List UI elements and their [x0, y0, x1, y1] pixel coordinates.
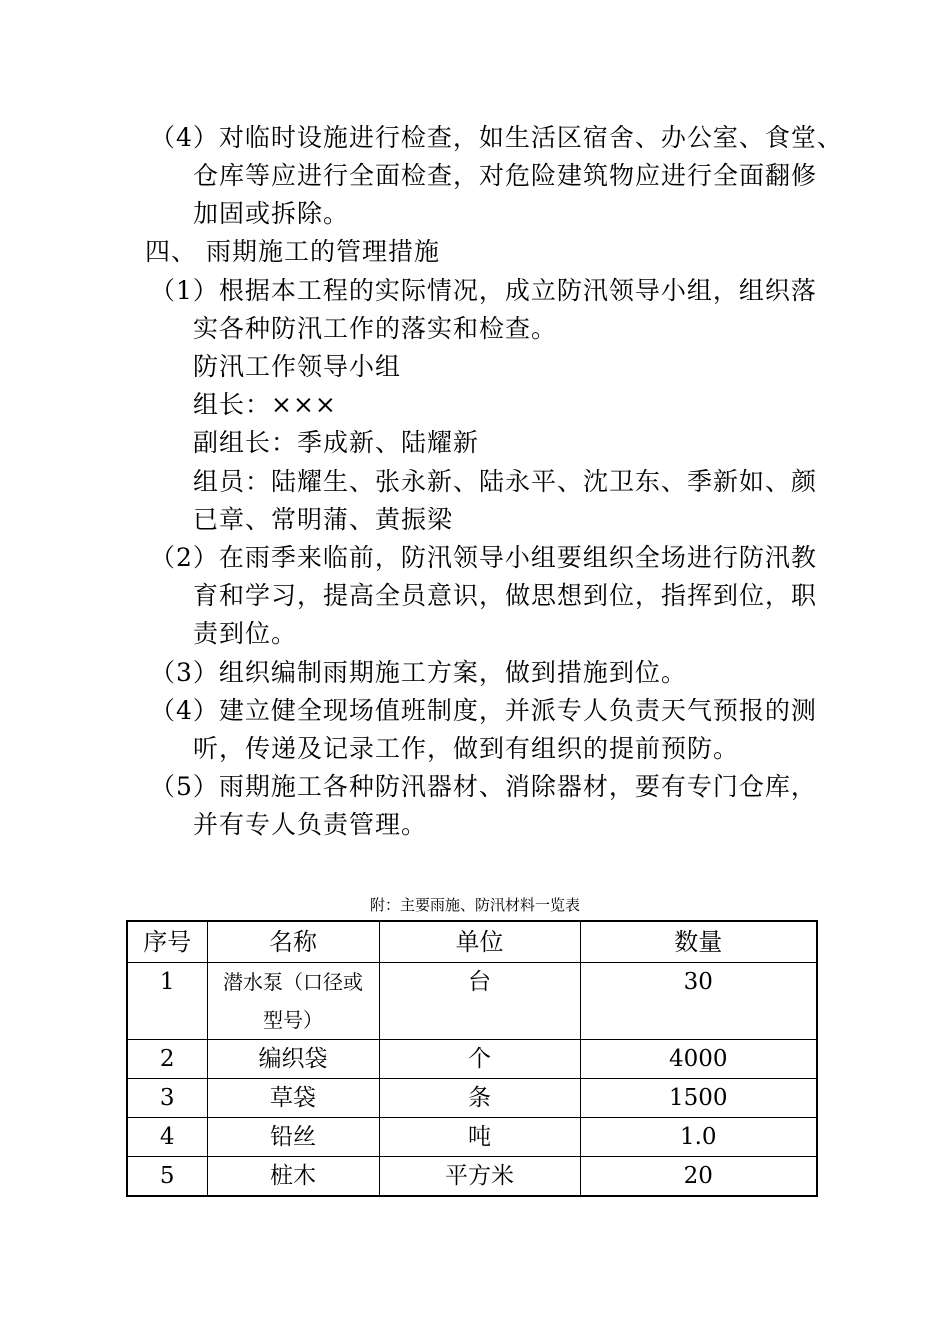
- cell-name: 草袋: [207, 1079, 379, 1118]
- cell-quantity: 1.0: [580, 1118, 817, 1157]
- cell-name: 编织袋: [207, 1040, 379, 1079]
- paragraph-line: 并有专人负责管理。: [193, 810, 428, 839]
- paragraph-line: （1）根据本工程的实际情况，成立防汛领导小组，组织落: [150, 276, 817, 305]
- paragraph-line: 责到位。: [193, 619, 298, 648]
- cell-unit: 个: [379, 1040, 580, 1079]
- paragraph-line: 育和学习，提高全员意识，做思想到位，指挥到位，职: [193, 581, 818, 610]
- paragraph-line: （5）雨期施工各种防汛器材、消除器材，要有专门仓库，: [150, 772, 817, 801]
- header-unit: 单位: [379, 921, 580, 963]
- cell-unit: 条: [379, 1079, 580, 1118]
- table-row: [127, 1040, 817, 1079]
- table-caption: 附：主要雨施、防汛材料一览表: [369, 896, 580, 914]
- paragraph-line: 仓库等应进行全面检查，对危险建筑物应进行全面翻修: [193, 161, 818, 190]
- cell-quantity: 20: [580, 1157, 817, 1197]
- table-row: [127, 1157, 817, 1197]
- cell-unit: 吨: [379, 1118, 580, 1157]
- cell-name: 铅丝: [207, 1118, 379, 1157]
- header-quantity: 数量: [580, 921, 817, 963]
- table-row: [127, 1079, 817, 1118]
- header-name: 名称: [207, 921, 379, 963]
- header-index: 序号: [127, 921, 207, 963]
- section-heading: 四、 雨期施工的管理措施: [145, 237, 440, 266]
- cell-quantity: 30: [580, 963, 817, 1040]
- cell-index: 4: [127, 1118, 207, 1157]
- cell-quantity: 1500: [580, 1079, 817, 1118]
- cell-name: 桩木: [207, 1157, 379, 1197]
- materials-table: [126, 920, 818, 1197]
- paragraph-line: 副组长：季成新、陆耀新: [193, 428, 480, 457]
- paragraph-line: （3）组织编制雨期施工方案，做到措施到位。: [150, 658, 687, 687]
- paragraph-line: 实各种防汛工作的落实和检查。: [193, 314, 558, 343]
- paragraph-line: 已章、常明蒲、黄振梁: [193, 505, 454, 534]
- cell-unit: 台: [379, 963, 580, 1040]
- cell-index: 2: [127, 1040, 207, 1079]
- table-row: [127, 1118, 817, 1157]
- paragraph-line: 防汛工作领导小组: [193, 352, 402, 381]
- paragraph-line: （2）在雨季来临前，防汛领导小组要组织全场进行防汛教: [150, 543, 817, 572]
- paragraph-line: 加固或拆除。: [193, 199, 350, 228]
- paragraph-line: （4）建立健全现场值班制度，并派专人负责天气预报的测: [150, 696, 817, 725]
- table-header-row: [127, 921, 817, 963]
- cell-index: 1: [127, 963, 207, 1040]
- paragraph-line: 听，传递及记录工作，做到有组织的提前预防。: [193, 734, 740, 763]
- table-row: [127, 963, 817, 1040]
- cell-index: 3: [127, 1079, 207, 1118]
- paragraph-line: （4）对临时设施进行检查，如生活区宿舍、办公室、食堂、: [150, 123, 843, 152]
- paragraph-line: 组员：陆耀生、张永新、陆永平、沈卫东、季新如、颜: [193, 467, 818, 496]
- cell-name: 潜水泵（口径或型号）: [207, 963, 379, 1040]
- paragraph-line: 组长：×××: [193, 390, 337, 419]
- cell-unit: 平方米: [379, 1157, 580, 1197]
- cell-quantity: 4000: [580, 1040, 817, 1079]
- cell-index: 5: [127, 1157, 207, 1197]
